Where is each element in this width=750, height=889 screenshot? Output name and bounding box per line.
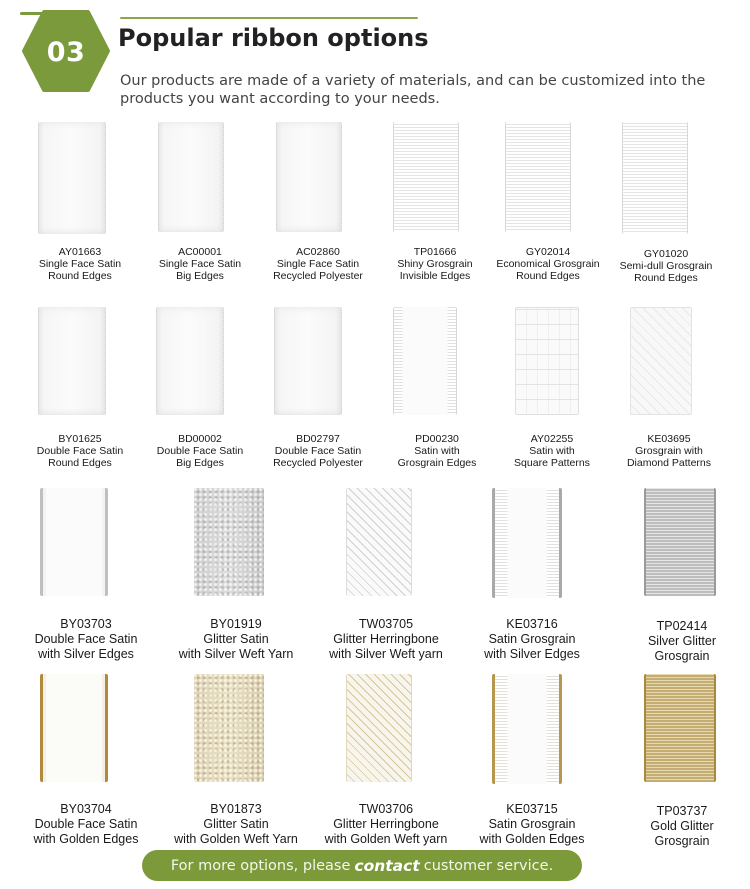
ribbon-code: GY01020 xyxy=(643,248,689,260)
ribbon-swatch xyxy=(393,307,457,415)
ribbon-card[interactable] xyxy=(264,120,372,290)
page-title: Popular ribbon options xyxy=(118,24,429,52)
ribbon-card[interactable] xyxy=(20,486,152,662)
ribbon-card[interactable] xyxy=(491,120,605,290)
ribbon-code: KE03716 xyxy=(506,617,558,631)
ribbon-code: GY02014 xyxy=(525,246,571,258)
ribbon-swatch xyxy=(40,674,108,782)
ribbon-name: Glitter Satin xyxy=(203,817,269,831)
contact-link[interactable]: contact xyxy=(354,856,420,875)
ribbon-detail: Round Edges xyxy=(48,457,112,469)
ribbon-card[interactable] xyxy=(168,486,304,662)
ribbon-card[interactable] xyxy=(26,120,134,290)
ribbon-card[interactable] xyxy=(26,305,134,475)
ribbon-swatch xyxy=(346,488,412,596)
ribbon-card[interactable] xyxy=(318,486,454,662)
contact-text-after: customer service. xyxy=(423,857,554,874)
contact-text-before: For more options, please xyxy=(170,857,351,874)
ribbon-label xyxy=(620,804,744,849)
ribbon-detail: Round Edges xyxy=(634,272,698,284)
ribbon-code: TP02414 xyxy=(656,619,708,633)
ribbon-detail: Invisible Edges xyxy=(399,270,471,282)
ribbon-label xyxy=(264,246,372,282)
ribbon-detail: Recycled Polyester xyxy=(273,457,363,469)
ribbon-code: BD00002 xyxy=(178,433,222,445)
ribbon-card[interactable] xyxy=(383,305,491,475)
ribbon-detail: Round Edges xyxy=(48,270,112,282)
ribbon-detail: with Silver Edges xyxy=(484,647,580,661)
ribbon-label xyxy=(20,802,152,847)
ribbon-name: Gold Glitter xyxy=(650,819,714,833)
ribbon-detail: with Golden Edges xyxy=(33,832,139,846)
ribbon-swatch xyxy=(492,488,562,598)
ribbon-name: Satin with xyxy=(529,445,575,457)
ribbon-code: BY03703 xyxy=(60,617,112,631)
ribbon-code: AC00001 xyxy=(178,246,222,258)
ribbon-swatch xyxy=(393,122,459,232)
ribbon-code: AY01663 xyxy=(58,246,102,258)
ribbon-label xyxy=(318,617,454,662)
ribbon-code: TP03737 xyxy=(656,804,708,818)
ribbon-label xyxy=(168,802,304,847)
ribbon-card[interactable] xyxy=(146,305,254,475)
ribbon-code: AY02255 xyxy=(530,433,574,445)
ribbon-swatch xyxy=(276,122,342,232)
ribbon-card[interactable] xyxy=(168,672,304,848)
ribbon-swatch xyxy=(644,488,716,596)
contact-banner xyxy=(142,850,582,881)
ribbon-swatch xyxy=(644,674,716,782)
ribbon-label xyxy=(168,617,304,662)
ribbon-label xyxy=(464,617,600,662)
ribbon-swatch xyxy=(622,122,688,234)
ribbon-card[interactable] xyxy=(497,305,607,475)
ribbon-label xyxy=(20,617,152,662)
ribbon-detail: Grosgrain xyxy=(654,834,710,848)
ribbon-code: BY01919 xyxy=(210,617,262,631)
ribbon-detail: Big Edges xyxy=(176,457,224,469)
ribbon-swatch xyxy=(630,307,692,415)
ribbon-name: Silver Glitter xyxy=(647,634,717,648)
ribbon-label xyxy=(464,802,600,847)
ribbon-label xyxy=(264,433,372,469)
ribbon-detail: Grosgrain xyxy=(654,649,710,663)
ribbon-label xyxy=(383,433,491,469)
ribbon-detail: with Silver Weft yarn xyxy=(329,647,443,661)
ribbon-swatch xyxy=(492,674,562,784)
ribbon-swatch xyxy=(194,488,264,596)
ribbon-code: BY03704 xyxy=(60,802,112,816)
ribbon-name: Single Face Satin xyxy=(38,258,122,270)
ribbon-code: BD02797 xyxy=(296,433,340,445)
ribbon-name: Satin Grosgrain xyxy=(488,817,576,831)
ribbon-detail: with Golden Edges xyxy=(479,832,585,846)
ribbon-label xyxy=(146,246,254,282)
section-number-badge xyxy=(22,8,110,94)
ribbon-name: Double Face Satin xyxy=(36,445,124,457)
ribbon-card[interactable] xyxy=(318,672,454,848)
ribbon-label xyxy=(620,619,744,664)
ribbon-code: TP01666 xyxy=(413,246,457,258)
ribbon-swatch xyxy=(38,307,106,415)
ribbon-label xyxy=(381,246,489,282)
ribbon-swatch xyxy=(274,307,342,415)
ribbon-card[interactable] xyxy=(381,120,489,290)
ribbon-code: BY01873 xyxy=(210,802,262,816)
ribbon-code: TW03705 xyxy=(358,617,414,631)
ribbon-name: Double Face Satin xyxy=(34,632,138,646)
ribbon-label xyxy=(612,433,726,469)
ribbon-card[interactable] xyxy=(612,305,726,475)
ribbon-swatch xyxy=(515,307,579,415)
ribbon-label xyxy=(26,433,134,469)
ribbon-swatch xyxy=(346,674,412,782)
ribbon-swatch xyxy=(156,307,224,415)
ribbon-name: Shiny Grosgrain xyxy=(397,258,473,270)
ribbon-card[interactable] xyxy=(264,305,372,475)
ribbon-card[interactable] xyxy=(464,486,600,662)
ribbon-label xyxy=(497,433,607,469)
ribbon-swatch xyxy=(158,122,224,232)
ribbon-detail: Square Patterns xyxy=(514,457,590,469)
ribbon-swatch xyxy=(505,122,571,232)
ribbon-detail: Recycled Polyester xyxy=(273,270,363,282)
ribbon-label xyxy=(318,802,454,847)
ribbon-card[interactable] xyxy=(146,120,254,290)
ribbon-name: Grosgrain with xyxy=(635,445,703,457)
ribbon-detail: Big Edges xyxy=(176,270,224,282)
ribbon-name: Single Face Satin xyxy=(158,258,242,270)
ribbon-name: Semi-dull Grosgrain xyxy=(619,260,713,272)
ribbon-code: KE03715 xyxy=(506,802,558,816)
ribbon-name: Glitter Satin xyxy=(203,632,269,646)
section-number: 03 xyxy=(46,36,86,68)
ribbon-detail: with Silver Edges xyxy=(38,647,134,661)
ribbon-card[interactable] xyxy=(610,120,722,290)
ribbon-swatch xyxy=(38,122,106,234)
ribbon-detail: with Silver Weft Yarn xyxy=(178,647,294,661)
ribbon-name: Double Face Satin xyxy=(156,445,244,457)
ribbon-card[interactable] xyxy=(620,486,744,662)
ribbon-code: TW03706 xyxy=(358,802,414,816)
ribbon-name: Economical Grosgrain xyxy=(496,258,600,270)
ribbon-name: Satin with xyxy=(414,445,460,457)
ribbon-detail: with Golden Weft yarn xyxy=(324,832,448,846)
ribbon-label xyxy=(491,246,605,282)
decorative-line xyxy=(120,17,418,19)
ribbon-name: Single Face Satin xyxy=(276,258,360,270)
ribbon-name: Double Face Satin xyxy=(34,817,138,831)
ribbon-card[interactable] xyxy=(20,672,152,848)
ribbon-swatch xyxy=(194,674,264,782)
ribbon-card[interactable] xyxy=(620,672,744,848)
ribbon-code: AC02860 xyxy=(296,246,340,258)
ribbon-detail: Grosgrain Edges xyxy=(397,457,477,469)
ribbon-detail: Round Edges xyxy=(516,270,580,282)
ribbon-detail: with Golden Weft Yarn xyxy=(174,832,298,846)
ribbon-label xyxy=(26,246,134,282)
ribbon-label xyxy=(610,248,722,284)
ribbon-name: Double Face Satin xyxy=(274,445,362,457)
ribbon-code: KE03695 xyxy=(647,433,691,445)
ribbon-name: Satin Grosgrain xyxy=(488,632,576,646)
ribbon-detail: Diamond Patterns xyxy=(626,457,712,469)
ribbon-label xyxy=(146,433,254,469)
ribbon-code: BY01625 xyxy=(58,433,102,445)
ribbon-code: PD00230 xyxy=(415,433,459,445)
ribbon-name: Glitter Herringbone xyxy=(333,817,439,831)
ribbon-card[interactable] xyxy=(464,672,600,848)
ribbon-name: Glitter Herringbone xyxy=(333,632,439,646)
page-subtitle: Our products are made of a variety of materials, and can be customized into the products you want according to your needs. xyxy=(120,73,706,107)
ribbon-swatch xyxy=(40,488,108,596)
